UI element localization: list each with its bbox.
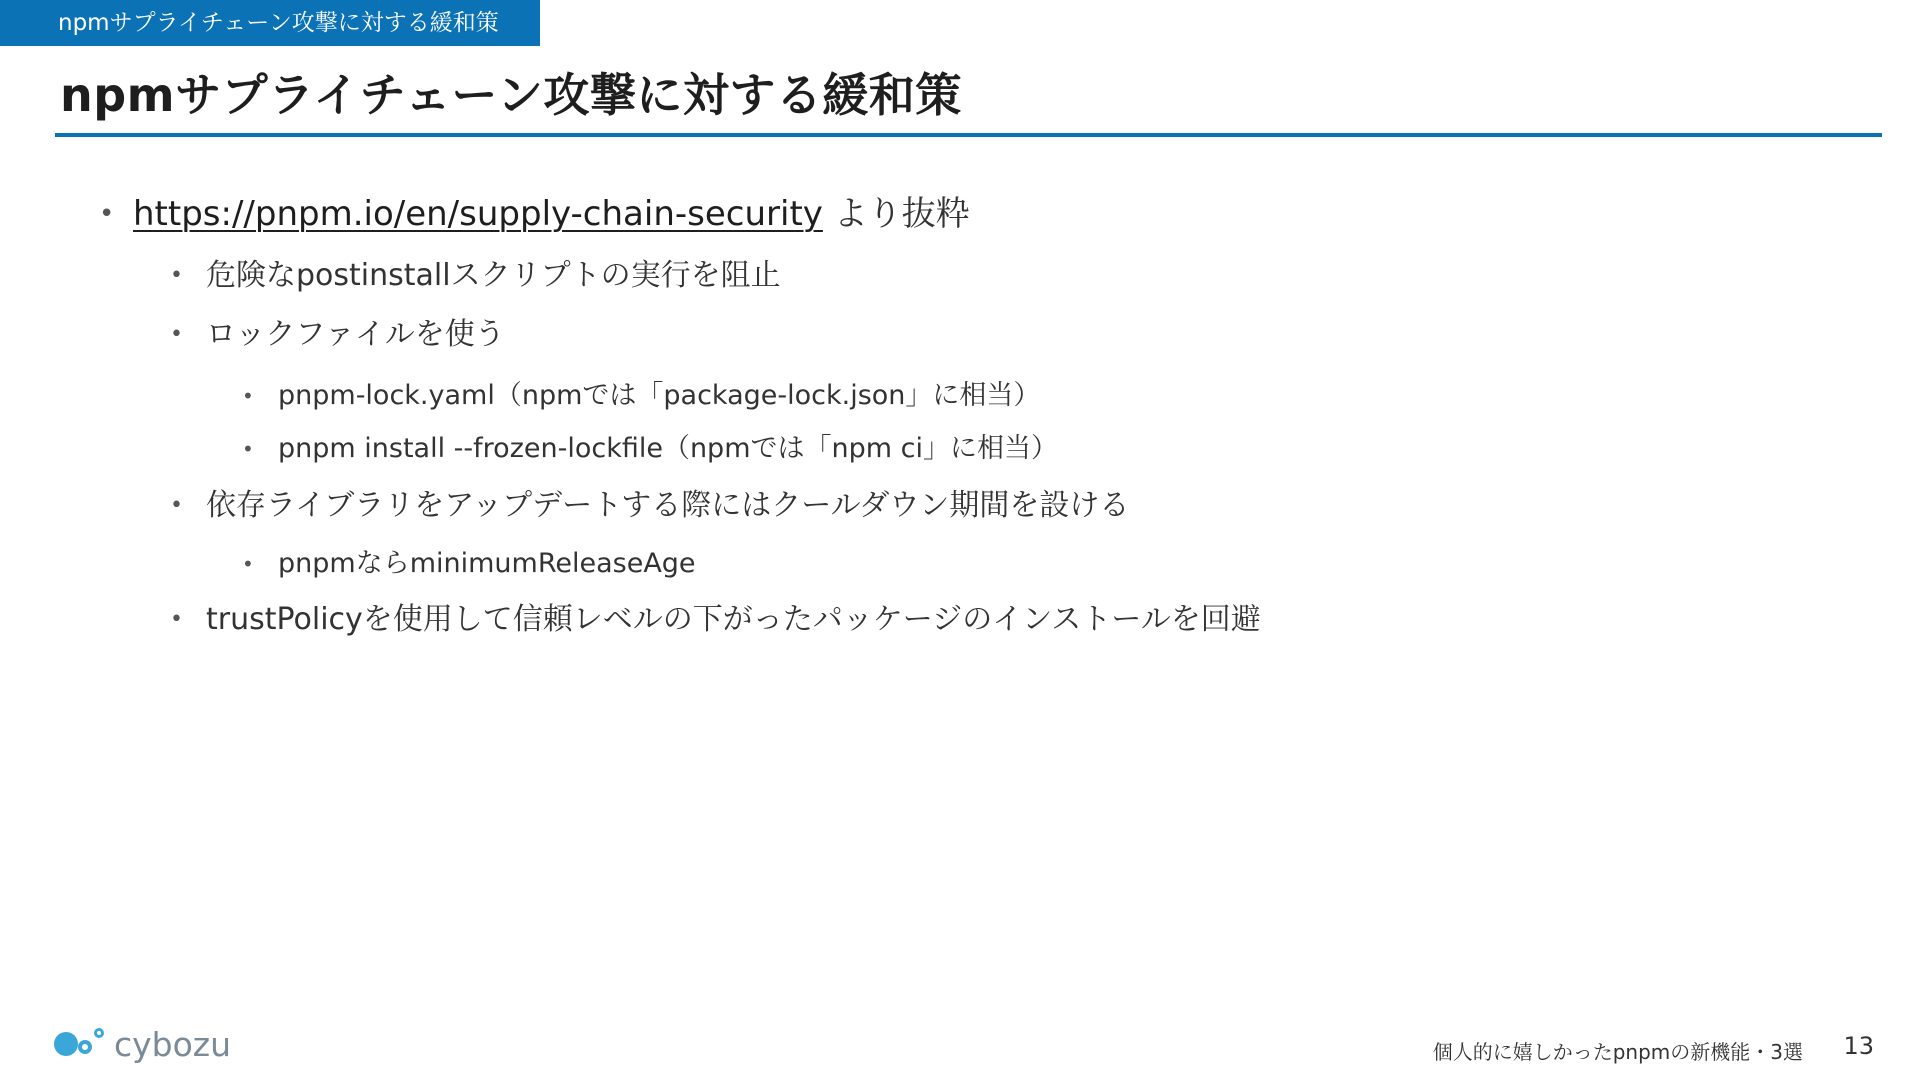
link-suffix: より抜粋 bbox=[822, 194, 970, 234]
list-item-text: ロックファイルを使う bbox=[206, 317, 505, 352]
list-item bbox=[170, 598, 1261, 642]
list-item bbox=[242, 376, 1041, 416]
bullet-icon: • bbox=[99, 199, 115, 229]
bullet-icon: • bbox=[242, 384, 254, 408]
page-number: 13 bbox=[1843, 1032, 1874, 1060]
source-link[interactable]: https://pnpm.io/en/supply-chain-security bbox=[133, 194, 823, 234]
cybozu-logo-mark-icon bbox=[54, 1024, 112, 1064]
bullet-icon: • bbox=[170, 263, 183, 288]
list-item-text: pnpm-lock.yaml（npmでは「package-lock.json」に相当） bbox=[278, 380, 1041, 411]
footer-caption: 個人的に嬉しかったpnpmの新機能・3選 bbox=[1432, 1040, 1803, 1064]
list-item bbox=[170, 254, 781, 298]
section-tag: npmサプライチェーン攻撃に対する緩和策 bbox=[0, 0, 540, 46]
list-item bbox=[99, 190, 970, 238]
bullet-icon: • bbox=[170, 322, 183, 347]
list-item bbox=[242, 544, 696, 584]
logo-text: cybozu bbox=[114, 1024, 232, 1064]
bullet-icon: • bbox=[170, 493, 183, 518]
bullet-icon: • bbox=[242, 437, 254, 461]
list-item bbox=[170, 484, 1130, 528]
bullet-icon: • bbox=[170, 607, 183, 632]
bullet-icon: • bbox=[242, 552, 254, 576]
list-item-text: trustPolicyを使用して信頼レベルの下がったパッケージのインストールを回避 bbox=[206, 602, 1261, 637]
slide-title: npmサプライチェーン攻撃に対する緩和策 bbox=[60, 68, 962, 122]
cybozu-logo bbox=[54, 1024, 231, 1064]
list-item-text: 依存ライブラリをアップデートする際にはクールダウン期間を設ける bbox=[206, 488, 1130, 523]
list-item-text: pnpmならminimumReleaseAge bbox=[278, 548, 696, 579]
list-item-text: pnpm install --frozen-lockfile（npmでは「npm ci」に相当） bbox=[278, 433, 1058, 464]
list-item-text: 危険なpostinstallスクリプトの実行を阻止 bbox=[206, 258, 781, 293]
list-item bbox=[170, 313, 505, 357]
list-item bbox=[242, 429, 1058, 469]
